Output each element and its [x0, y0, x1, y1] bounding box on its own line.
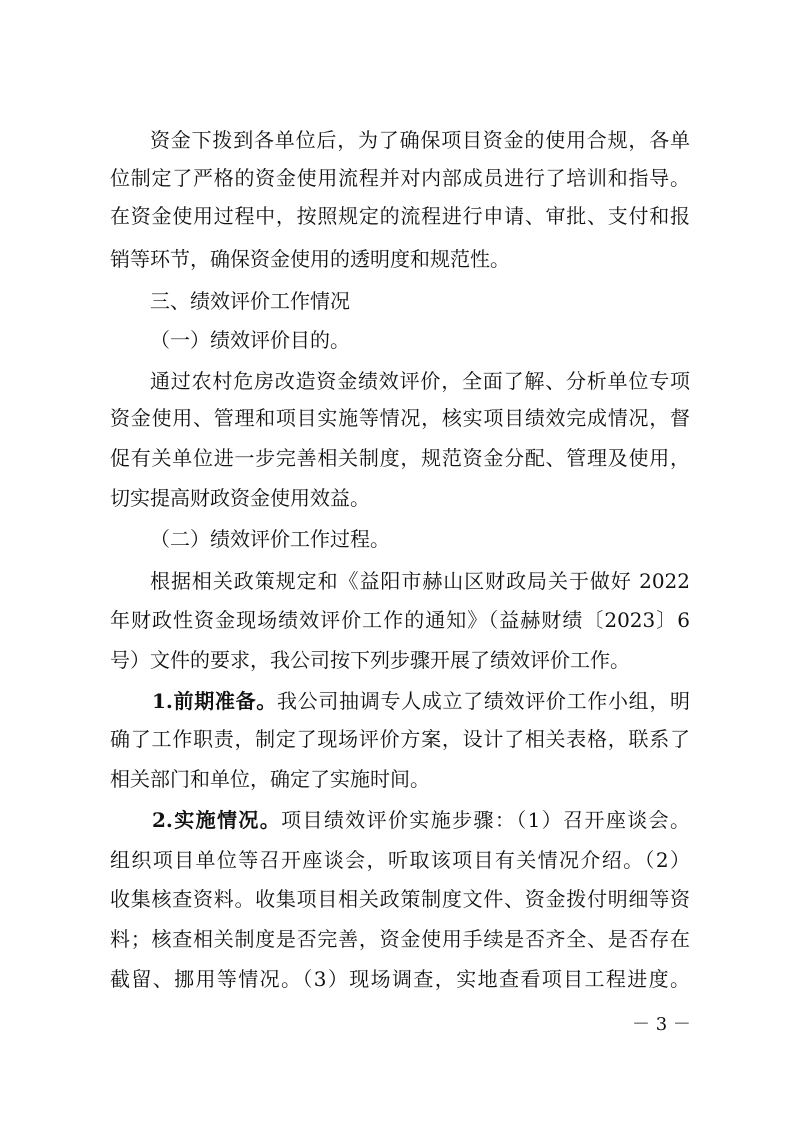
paragraph-line: 资金下拨到各单位后，为了确保项目资金的使用合规，各单 [150, 128, 690, 152]
subsection-heading: （一）绩效评价目的。 [150, 328, 350, 352]
paragraph-line: 号）文件的要求，我公司按下列步骤开展了绩效评价工作。 [110, 648, 630, 672]
paragraph-line: 促有关单位进一步完善相关制度，规范资金分配、管理及使用， [110, 446, 690, 470]
section-heading: 三、绩效评价工作情况 [150, 289, 350, 313]
item-label: 2.实施情况。 [152, 808, 282, 832]
paragraph-line: 相关部门和单位，确定了实施时间。 [110, 767, 430, 791]
paragraph-line: 组织项目单位等召开座谈会，听取该项目有关情况介绍。（2） [110, 848, 690, 872]
item-text: 我公司抽调专人成立了绩效评价工作小组，明 [277, 689, 691, 713]
subsection-heading: （二）绩效评价工作过程。 [150, 527, 390, 551]
paragraph-line: 通过农村危房改造资金绩效评价，全面了解、分析单位专项 [150, 369, 690, 393]
paragraph-line: 料；核查相关制度是否完善，资金使用手续是否齐全、是否存在 [110, 927, 690, 951]
paragraph-line: 位制定了严格的资金使用流程并对内部成员进行了培训和指导。 [110, 166, 690, 190]
paragraph-line: 销等环节，确保资金使用的透明度和规范性。 [110, 247, 510, 271]
list-item-line [110, 691, 690, 711]
paragraph-line: 切实提高财政资金使用效益。 [110, 486, 370, 510]
paragraph-line: 年财政性资金现场绩效评价工作的通知》（益赫财绩〔2023〕6 [110, 608, 690, 632]
item-label: 1.前期准备。 [152, 689, 277, 713]
item-text: 项目绩效评价实施步骤：（1）召开座谈会。 [281, 808, 690, 832]
paragraph-line: 收集核查资料。收集项目相关政策制度文件、资金拨付明细等资 [110, 887, 690, 911]
paragraph-line: 资金使用、管理和项目实施等情况，核实项目绩效完成情况，督 [110, 406, 690, 430]
page-number: － 3 － [632, 1014, 691, 1035]
list-item-line [110, 810, 690, 830]
paragraph-line: 根据相关政策规定和《益阳市赫山区财政局关于做好 2022 [150, 569, 690, 593]
paragraph-line: 截留、挪用等情况。（3）现场调查，实地查看项目工程进度。 [110, 967, 690, 991]
paragraph-line: 确了工作职责，制定了现场评价方案，设计了相关表格，联系了 [110, 727, 690, 751]
paragraph-line: 在资金使用过程中，按照规定的流程进行申请、审批、支付和报 [110, 204, 690, 228]
